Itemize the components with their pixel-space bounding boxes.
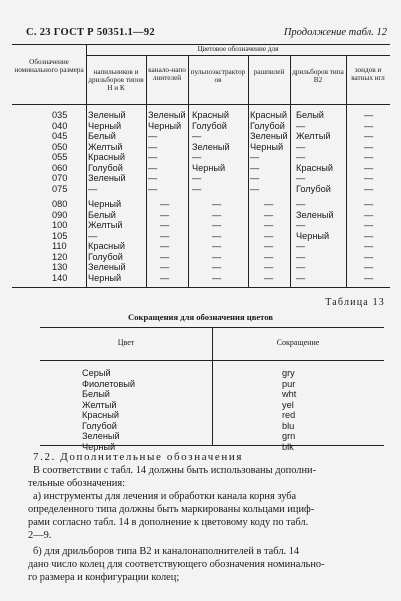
item-b-line-1: б) для дрильборов типа В2 и каналонаполнителей в табл. 14 [33,546,300,557]
p1-line-2: тельные обозначения: [28,478,125,489]
page-header-right: Продолжение табл. 12 [283,27,387,38]
item-a-line-3: рами согласно табл. 14 в дополнение к цветовому коду по табл. [28,517,309,528]
col1-group-1: Зеленый Черный Белый Желтый Красный Голубой Зеленый — [88,110,126,194]
item-a-line-2: определенного типа должны быть маркированы кольцами ициф- [28,504,315,515]
section-title: 7.2. Дополнительные обозначения [33,451,243,463]
col-head-extractors: пульпоэкстракторов [190,68,246,84]
item-a-line-1: а) инструменты для лечения и обработки канала корня зуба [33,491,297,502]
item-a-line-4: 2—9. [28,530,52,541]
col5-group-2: — Зеленый — Черный — — — — [296,199,334,283]
t13-abbrs: gry pur wht yel red blu grn blk [282,368,297,452]
t13-colors: Серый Фиолетовый Белый Желтый Красный Голубой Зеленый Черный [82,368,136,452]
sizes-group-2: 080 090 100 105 110 120 130 140 [52,199,68,283]
col-head-rasps: рашпилей [253,68,285,76]
col6-group-1: — — — — — — — — [364,110,374,194]
col4-group-1: Красный Голубой Зеленый Черный — — — — [250,110,288,194]
t13-col-abbr: Сокращение [276,338,320,347]
col-head-b2: дрильборов типа В2 [292,68,344,84]
col3-group-2: — — — — — — — — [212,199,222,283]
col-head-color: Цветовое обозначение для [197,45,279,53]
item-b-line-2: дано число колец для соответствующего обозначения номинально- [28,559,325,570]
t13-col-color: Цвет [117,338,135,347]
page-header-left: С. 23 ГОСТ Р 50351.1—92 [26,27,155,38]
col3-group-1: Красный Голубой — Зеленый — Черный — — [192,110,230,194]
p1-line-1: В соответствии с табл. 14 должны быть использованы дополни- [33,465,317,476]
col4-group-2: — — — — — — — — [264,199,274,283]
item-b-line-3: го размера и конфигурации колец; [28,572,180,583]
col1-group-2: Черный Белый Желтый — Красный Голубой Зеленый Черный [88,199,126,283]
col2-group-2: — — — — — — — — [160,199,170,283]
col-head-files: напильников и дрильборов типов Н и К [88,68,144,92]
col6-group-2: — — — — — — — — [364,199,374,283]
col-head-probes: зондов и ватных игл [351,66,385,82]
sizes-group-1: 035 040 045 050 055 060 070 075 [52,110,68,194]
col-head-fillers: канало-наполнителей [148,66,186,82]
table-13-label: Таблица 13 [325,297,385,308]
table-13-title: Сокращения для обозначения цветов [127,312,273,322]
col2-group-1: Зеленый Черный — — — — — — [148,110,186,194]
col-head-size: Обозначение номинального размера [14,58,84,74]
col5-group-1: Белый — Желтый — — Красный — Голубой [296,110,333,194]
